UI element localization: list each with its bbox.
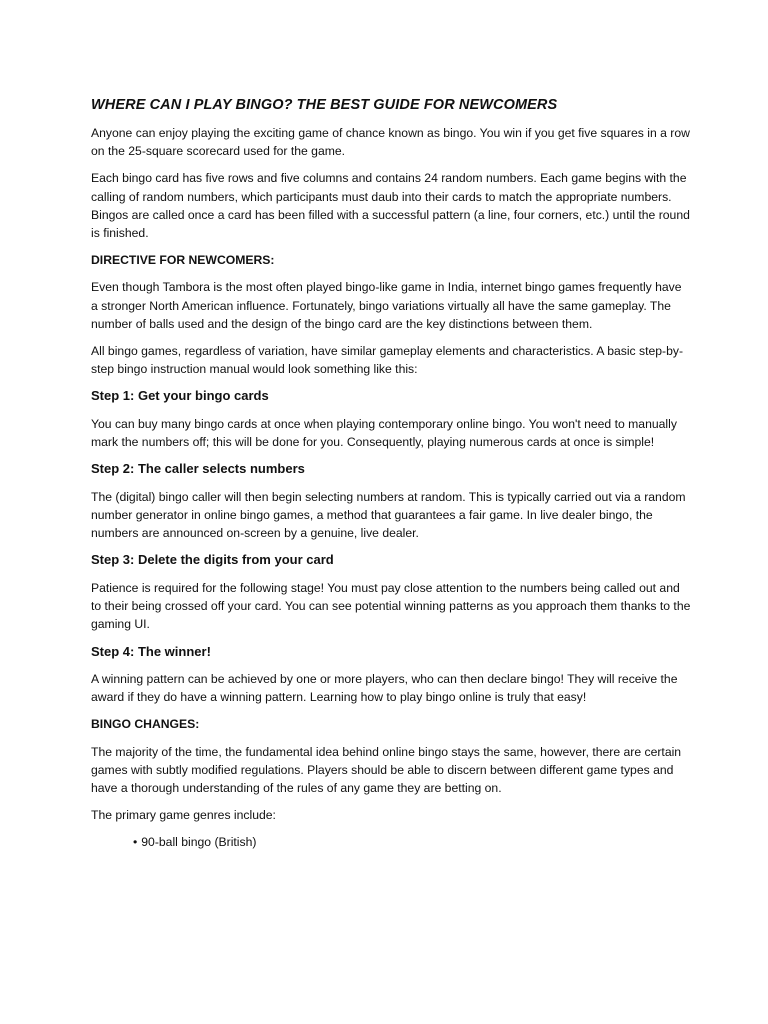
directive-paragraph-2: All bingo games, regardless of variation, have similar gameplay elements and characteristics. A basic step-by-step bingo instruction manual would look something like this: (91, 344, 684, 377)
directive-paragraph-1: Even though Tambora is the most often played bingo-like game in India, internet bingo games frequently have a stronger North American influence. Fortunately, bingo variations virtually all have the same gameplay. The number of balls used and the design of the bingo card are the key distinctions between them. (91, 280, 682, 331)
step-2-text: The (digital) bingo caller will then begin selecting numbers at random. This is typically carried out via a random number generator in online bingo games, a method that guarantees a fair game. In live dealer bingo, the numbers are announced on-screen by a genuine, live dealer. (91, 489, 686, 541)
intro-paragraph-2: Each bingo card has five rows and five columns and contains 24 random numbers. Each game begins with the calling of random numbers, which participants must daub into their cards to match the appropriate numbers. Bingos are called once a card has been filled with a successful pattern (a line, four corners, etc.) until the round is finished. (91, 171, 690, 241)
document-body (91, 96, 691, 851)
step-1-text: You can buy many bingo cards at once when playing contemporary online bingo. You won't need to manually mark the numbers off; this will be done for you. Consequently, playing numerous cards at once is simple! (91, 416, 677, 450)
step-4-heading: Step 4: The winner! (91, 643, 211, 659)
page-title: WHERE CAN I PLAY BINGO? THE BEST GUIDE FOR NEWCOMERS (91, 97, 558, 113)
step-4-text: A winning pattern can be achieved by one or more players, who can then declare bingo! They will receive the award if they do have a winning pattern. Learning how to play bingo online is truly that easy! (91, 672, 678, 705)
list-item-text: 90-ball bingo (British) (141, 835, 257, 850)
changes-heading: BINGO CHANGES: (91, 717, 200, 732)
step-2-heading: Step 2: The caller selects numbers (91, 461, 305, 477)
changes-paragraph-2: The primary game genres include: (91, 808, 276, 823)
list-item (91, 833, 691, 851)
step-3-heading: Step 3: Delete the digits from your card (91, 552, 334, 568)
genre-list (91, 833, 691, 851)
step-1-heading: Step 1: Get your bingo cards (91, 388, 269, 404)
bullet-icon: • (133, 835, 138, 850)
directive-heading: DIRECTIVE FOR NEWCOMERS: (91, 253, 275, 268)
changes-paragraph-1: The majority of the time, the fundamental idea behind online bingo stays the same, however, there are certain games with subtly modified regulations. Players should be able to discern between different game types and have a thorough understanding of the rules of any game they are betting on. (91, 744, 682, 796)
intro-paragraph-1: Anyone can enjoy playing the exciting game of chance known as bingo. You win if you get five squares in a row on the 25-square scorecard used for the game. (91, 126, 690, 159)
step-3-text: Patience is required for the following stage! You must pay close attention to the numbers being called out and to their being crossed off your card. You can see potential winning patterns as you approach them thanks to the gaming UI. (91, 580, 691, 632)
